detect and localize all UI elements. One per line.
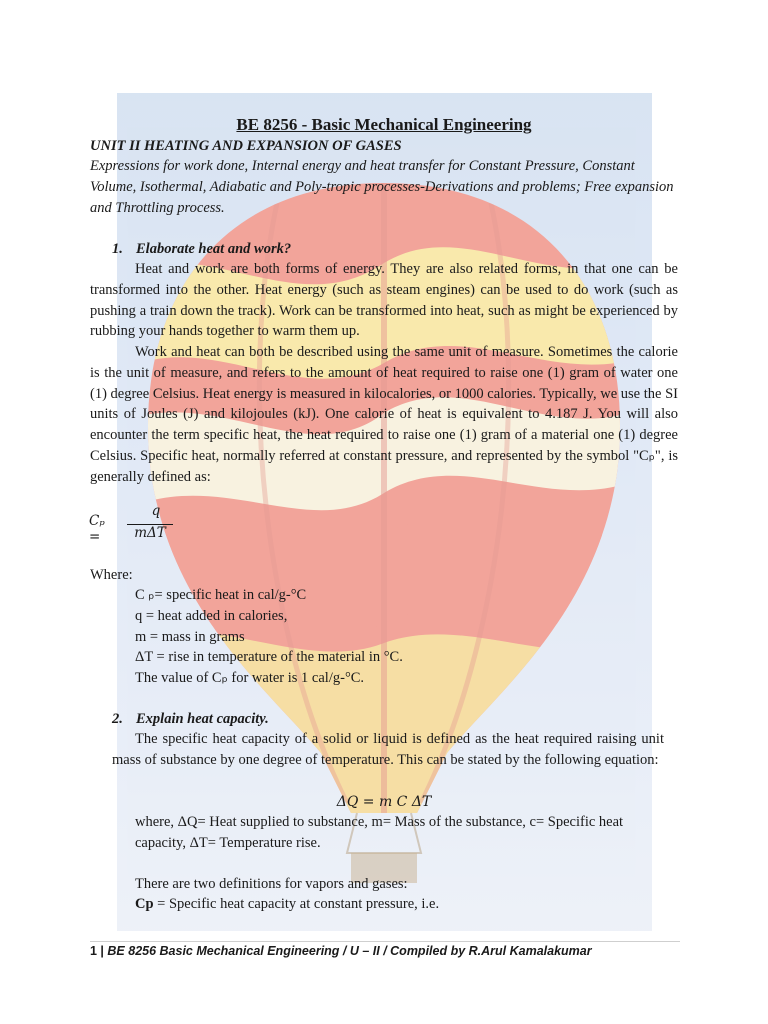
- question-1-text: Elaborate heat and work?: [136, 241, 292, 257]
- where-item: ΔT = rise in temperature of the material in °C.: [135, 649, 403, 665]
- unit-heading: UNIT II HEATING AND EXPANSION OF GASES: [90, 138, 402, 154]
- where-item: C ₚ= specific heat in cal/g-°C: [135, 587, 307, 603]
- formula-denominator: mΔT: [134, 525, 166, 541]
- formula-lhs: Cₚ =: [89, 513, 105, 545]
- where-item: The value of Cₚ for water is 1 cal/g-°C.: [135, 670, 365, 686]
- question-2-paragraph-1: The specific heat capacity of a solid or liquid is defined as the heat required raising unit mass of substance by one degree of temperature. This can be stated by the following equation:: [112, 731, 664, 768]
- page-footer: [90, 942, 690, 960]
- page-number: 1: [90, 944, 97, 958]
- where-item: m = mass in grams: [135, 629, 245, 645]
- formula-numerator: q: [151, 503, 161, 519]
- question-2-number: 2.: [112, 711, 123, 727]
- where-label: Where:: [90, 567, 133, 583]
- footer-text: BE 8256 Basic Mechanical Engineering / U – II / Compiled by R.Arul Kamalakumar: [107, 944, 592, 958]
- definitions-intro: There are two definitions for vapors and gases:: [135, 876, 408, 892]
- question-1-number: 1.: [112, 241, 123, 257]
- syllabus-text: Expressions for work done, Internal energy and heat transfer for Constant Pressure, Constant Volume, Isothermal, Adiabatic and Poly-tropic processes-Derivations and problems; Free expansion and Throttling process.: [90, 158, 674, 216]
- cp-definition: [135, 894, 439, 915]
- document-title: BE 8256 - Basic Mechanical Engineering: [236, 115, 532, 134]
- question-2-text: Explain heat capacity.: [136, 711, 269, 727]
- cp-definition-text: = Specific heat capacity at constant pressure, i.e.: [153, 896, 440, 912]
- cp-term: Cp: [135, 896, 154, 912]
- question-1-paragraph-1: Heat and work are both forms of energy. They are also related forms, in that one can be transformed into the other. Heat energy (such as steam engines) can be used to do work (such as pushing a train down the track). Work can be transformed into heat, such as might be experienced by rubbing your hands together to warm them up.: [90, 261, 678, 340]
- equation-where-text: where, ΔQ= Heat supplied to substance, m= Mass of the substance, c= Specific heat capacity, ΔT= Temperature rise.: [135, 814, 624, 851]
- heat-capacity-equation: ΔQ = m C ΔT: [336, 794, 432, 810]
- question-1-paragraph-2: Work and heat can both be described using the same unit of measure. Sometimes the calorie is the unit of measure, and refers to the amount of heat required to raise one (1) gram of water one (1) degree Celsius. Heat energy is measured in kilocalories, or 1000 calories. Typically, we use the SI units of Joules (J) and kilojoules (kJ). One calorie of heat is equivalent to 4.187 J. You will also encounter the term specific heat, the heat required to raise one (1) gram of a material one (1) degree Celsius. Specific heat, normally referred at constant pressure, and represented by the symbol "Cₚ", is generally defined as:: [90, 344, 678, 485]
- footer-separator: |: [96, 944, 108, 958]
- question-1-heading: [112, 239, 291, 259]
- question-2-heading: [112, 709, 269, 729]
- where-item: q = heat added in calories,: [135, 608, 288, 624]
